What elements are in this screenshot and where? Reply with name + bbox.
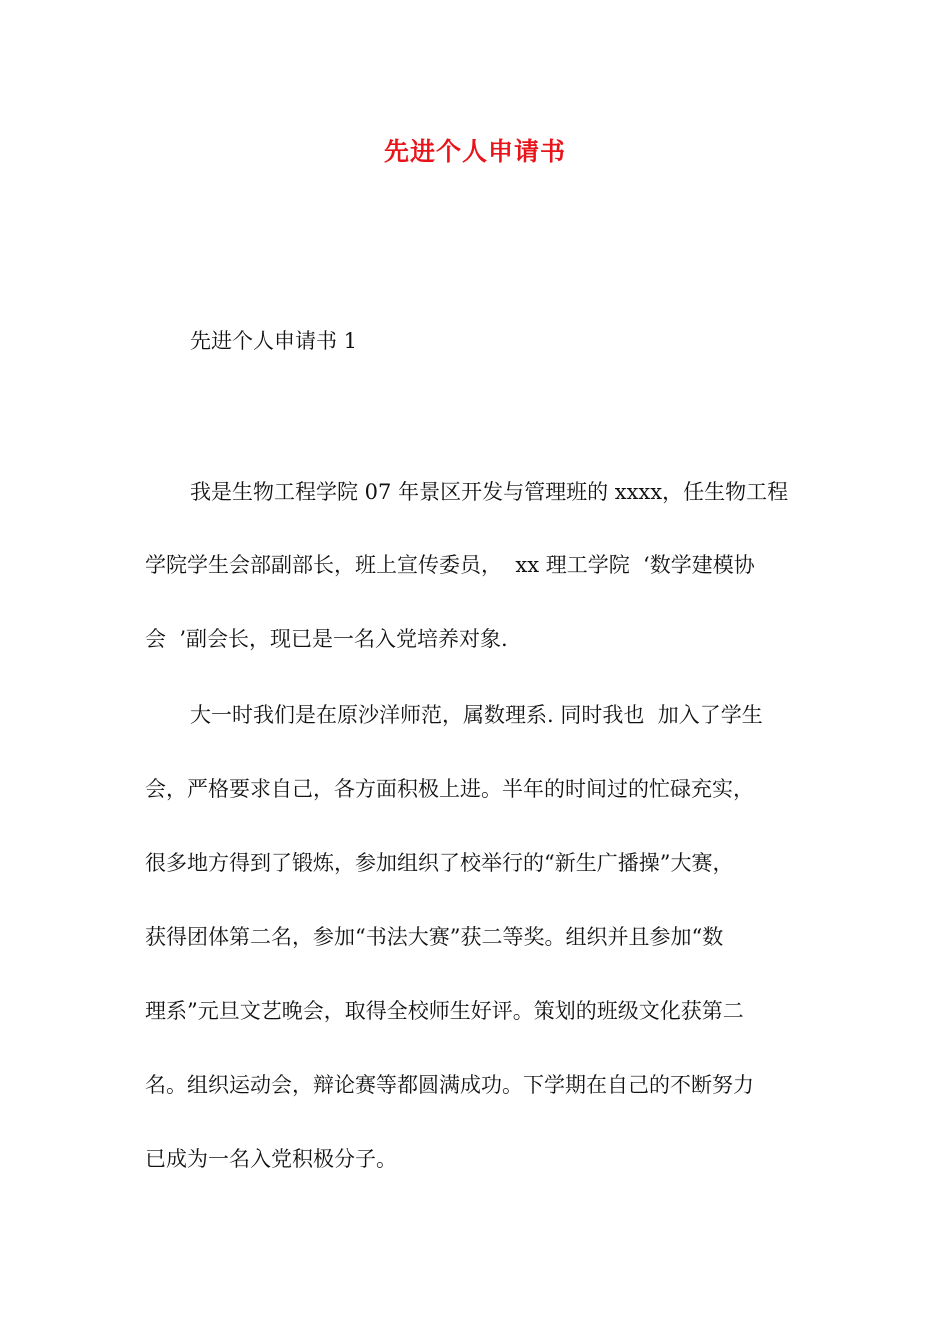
paragraph-line: 我是生物工程学院 07 年景区开发与管理班的 xxxx，任生物工程 [190,480,789,504]
paragraph-line: 名。组织运动会，辩论赛等都圆满成功。下学期在自己的不断努力 [145,1073,754,1097]
paragraph-line: 已成为一名入党积极分子。 [145,1147,397,1171]
paragraph-line: 会 ’副会长，现已是一名入党培养对象. [145,627,508,651]
paragraph-line: 理系”元旦文艺晚会，取得全校师生好评。策划的班级文化获第二 [145,999,744,1023]
paragraph-line: 很多地方得到了锻炼，参加组织了校举行的“新生广播操”大赛， [145,851,734,875]
paragraph-line: 大一时我们是在原沙洋师范，属数理系. 同时我也 加入了学生 [190,703,763,727]
paragraph-line: 会，严格要求自己，各方面积极上进。半年的时间过的忙碌充实， [145,777,754,801]
paragraph-line: 学院学生会部副部长，班上宣传委员， xx 理工学院 ‘数学建模协 [145,553,755,577]
paragraph-line: 获得团体第二名，参加“书法大赛”获二等奖。组织并且参加“数 [145,925,724,949]
section-heading: 先进个人申请书 1 [190,329,358,353]
document-title: 先进个人申请书 [383,137,566,166]
